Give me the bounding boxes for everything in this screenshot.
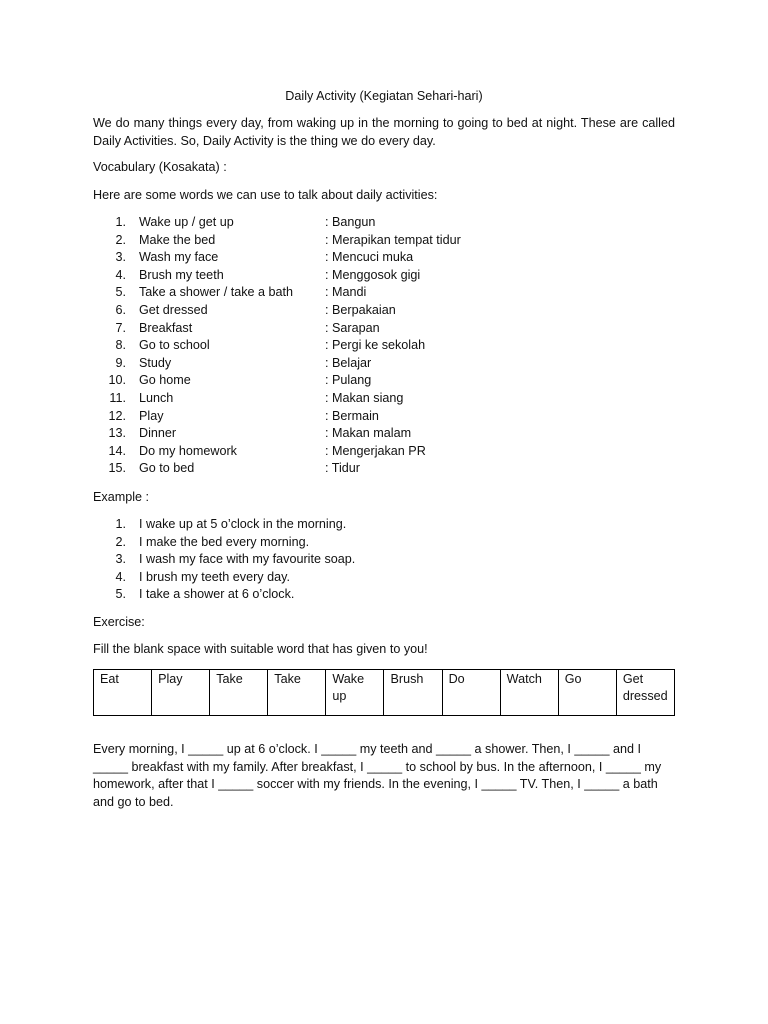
vocabulary-item [93,320,675,338]
example-item [93,551,675,569]
vocabulary-item [93,408,675,426]
vocabulary-term: Play [139,408,164,423]
example-sentence: I wake up at 5 o’clock in the morning. [139,517,347,531]
item-number: 4. [115,569,126,584]
item-number: 8. [115,338,126,353]
example-item [93,586,675,604]
vocabulary-meaning: : Pergi ke sekolah [325,338,426,353]
vocabulary-term: Go to bed [139,461,195,476]
item-number: 6. [115,302,126,317]
fill-in-the-blank-paragraph: Every morning, I _____ up at 6 o’clock. I _____ my teeth and _____ a shower. Then, I _____ and I _____ breakfast with my family. After breakfast, I _____ to school by bus. In the afternoon, I _____ my homework, after that I _____ soccer with my friends. In the evening, I _____ TV. Then, I _____ a bath and go to bed. [93,742,662,809]
item-number: 15. [108,461,126,476]
vocabulary-item [93,302,675,320]
example-sentence: I make the bed every morning. [139,534,310,549]
vocabulary-term: Study [139,355,172,370]
vocabulary-term: Wash my face [139,250,219,265]
item-number: 3. [115,552,126,567]
vocabulary-term: Wake up / get up [139,215,234,229]
vocabulary-meaning: : Mengerjakan PR [325,443,426,458]
word-bank-cell: Take [210,670,268,716]
item-number: 2. [115,232,126,247]
example-sentence: I brush my teeth every day. [139,569,290,584]
item-number: 12. [108,408,126,423]
vocabulary-meaning: : Bangun [325,215,376,229]
word-bank-cell: Play [152,670,210,716]
example-sentence: I wash my face with my favourite soap. [139,552,356,567]
item-number: 14. [108,443,126,458]
vocabulary-meaning: : Mencuci muka [325,250,414,265]
example-sentence: I take a shower at 6 o’clock. [139,587,295,602]
vocabulary-list [93,214,675,478]
vocabulary-meaning: : Bermain [325,408,379,423]
vocabulary-meaning: : Pulang [325,373,372,388]
item-number: 1. [115,215,126,229]
vocabulary-item [93,232,675,250]
vocabulary-item [93,425,675,443]
vocabulary-term: Make the bed [139,232,216,247]
word-bank-cell: Brush [384,670,442,716]
item-number: 3. [115,250,126,265]
word-bank-table [93,669,675,716]
vocabulary-term: Go home [139,373,191,388]
item-number: 2. [115,534,126,549]
item-number: 4. [115,267,126,282]
vocabulary-meaning: : Makan malam [325,426,412,441]
vocabulary-term: Go to school [139,338,210,353]
vocabulary-term: Dinner [139,426,177,441]
example-item [93,534,675,552]
word-bank-cell: Wake up [326,670,384,716]
word-bank-cell: Watch [500,670,558,716]
vocabulary-item [93,267,675,285]
document-title: Daily Activity (Kegiatan Sehari-hari) [285,89,483,103]
vocabulary-meaning: : Berpakaian [325,302,396,317]
vocabulary-term: Get dressed [139,302,208,317]
vocabulary-item [93,443,675,461]
vocabulary-item [93,372,675,390]
item-number: 7. [115,320,126,335]
vocabulary-heading: Vocabulary (Kosakata) : [93,160,227,174]
item-number: 5. [115,587,126,602]
vocabulary-item [93,337,675,355]
vocabulary-meaning: : Makan siang [325,390,404,405]
word-bank-cell: Get dressed [616,670,674,716]
word-bank-cell: Eat [94,670,152,716]
word-bank-row [94,670,675,716]
item-number: 1. [115,517,126,531]
intro-paragraph: We do many things every day, from waking up in the morning to going to bed at night. These are called Daily Activities. So, Daily Activity is the thing we do every day. [93,116,675,148]
vocabulary-term: Breakfast [139,320,193,335]
vocabulary-term: Brush my teeth [139,267,224,282]
exercise-instruction: Fill the blank space with suitable word that has given to you! [93,642,428,656]
example-heading: Example : [93,490,149,504]
item-number: 11. [109,390,126,405]
vocabulary-term: Do my homework [139,443,237,458]
item-number: 13. [108,426,126,441]
vocabulary-item [93,390,675,408]
example-list [93,516,675,604]
item-number: 9. [115,355,126,370]
vocabulary-meaning: : Menggosok gigi [325,267,421,282]
vocabulary-meaning: : Tidur [325,461,360,476]
vocabulary-item [93,214,675,232]
item-number: 5. [115,285,126,300]
vocabulary-item [93,249,675,267]
vocabulary-meaning: : Sarapan [325,320,380,335]
word-bank-cell: Do [442,670,500,716]
example-item [93,569,675,587]
vocabulary-item [93,460,675,478]
item-number: 10. [108,373,126,388]
word-bank-cell: Go [558,670,616,716]
vocabulary-meaning: : Merapikan tempat tidur [325,232,461,247]
word-bank-cell: Take [268,670,326,716]
vocabulary-item [93,284,675,302]
vocabulary-meaning: : Belajar [325,355,372,370]
vocabulary-item [93,355,675,373]
example-item [93,516,675,534]
vocabulary-meaning: : Mandi [325,285,367,300]
exercise-heading: Exercise: [93,615,145,629]
vocabulary-term: Lunch [139,390,174,405]
vocabulary-term: Take a shower / take a bath [139,285,294,300]
vocabulary-intro: Here are some words we can use to talk about daily activities: [93,188,438,202]
